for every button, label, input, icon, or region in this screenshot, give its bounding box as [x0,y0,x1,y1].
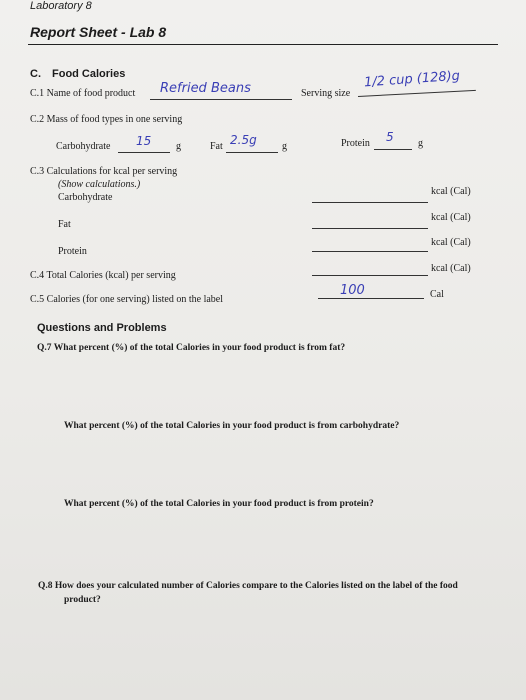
c3-label: C.3 Calculations for kcal per serving [30,166,178,177]
carb-mass-label: Carbohydrate [56,141,111,152]
c2-label: C.2 Mass of food types in one serving [30,114,183,125]
section-c-heading: Food Calories [52,68,126,80]
carb-mass-answer: 15 [136,134,152,148]
q8-line1: Q.8 How does your calculated number of Calories compare to the Calories listed on the label of the food [38,581,458,591]
c5-label: C.5 Calories (for one serving) listed on the label [30,294,224,305]
c1-answer-line [150,99,292,100]
carb-kcal-unit: kcal (Cal) [431,186,471,197]
fat-mass-line [226,152,278,153]
fat-kcal-unit: kcal (Cal) [431,212,471,223]
fat-mass-label: Fat [210,141,223,152]
fat-mass-unit: g [282,141,287,152]
c1-answer: Refried Beans [160,81,251,96]
c4-label: C.4 Total Calories (kcal) per serving [30,270,176,281]
carb-mass-line [118,152,170,153]
serving-size-answer: 1/2 cup (128)g [363,68,461,91]
c3-note: (Show calculations.) [58,179,141,190]
c3-fat-label: Fat [58,219,71,230]
q8-line2: product? [64,595,101,605]
fat-kcal-line [312,228,428,229]
c1-label: C.1 Name of food product [30,88,136,99]
serving-size-line [358,90,476,97]
section-c-letter: C. [30,68,41,80]
lab-number: Laboratory 8 [30,0,92,12]
protein-kcal-unit: kcal (Cal) [431,237,471,248]
c5-unit: Cal [430,289,444,300]
q7-protein: What percent (%) of the total Calories in your food product is from protein? [64,499,374,509]
protein-kcal-line [312,251,428,252]
c5-answer: 100 [340,283,365,298]
questions-heading: Questions and Problems [37,322,167,334]
protein-mass-unit: g [418,138,423,149]
carb-kcal-line [312,202,428,203]
c4-kcal-unit: kcal (Cal) [431,263,471,274]
title-rule [28,44,498,45]
c3-protein-label: Protein [58,246,87,257]
protein-mass-label: Protein [341,138,370,149]
page-title: Report Sheet - Lab 8 [30,24,167,40]
c4-kcal-line [312,275,428,276]
protein-mass-line [374,149,412,150]
c3-carb-label: Carbohydrate [58,192,113,203]
fat-mass-answer: 2.5g [230,133,257,147]
c5-answer-line [318,298,424,299]
carb-mass-unit: g [176,141,181,152]
serving-size-label: Serving size [301,88,351,99]
q7-carbohydrate: What percent (%) of the total Calories in your food product is from carbohydrate? [64,421,400,431]
protein-mass-answer: 5 [386,130,394,144]
q7-fat: Q.7 What percent (%) of the total Calories in your food product is from fat? [37,343,346,353]
